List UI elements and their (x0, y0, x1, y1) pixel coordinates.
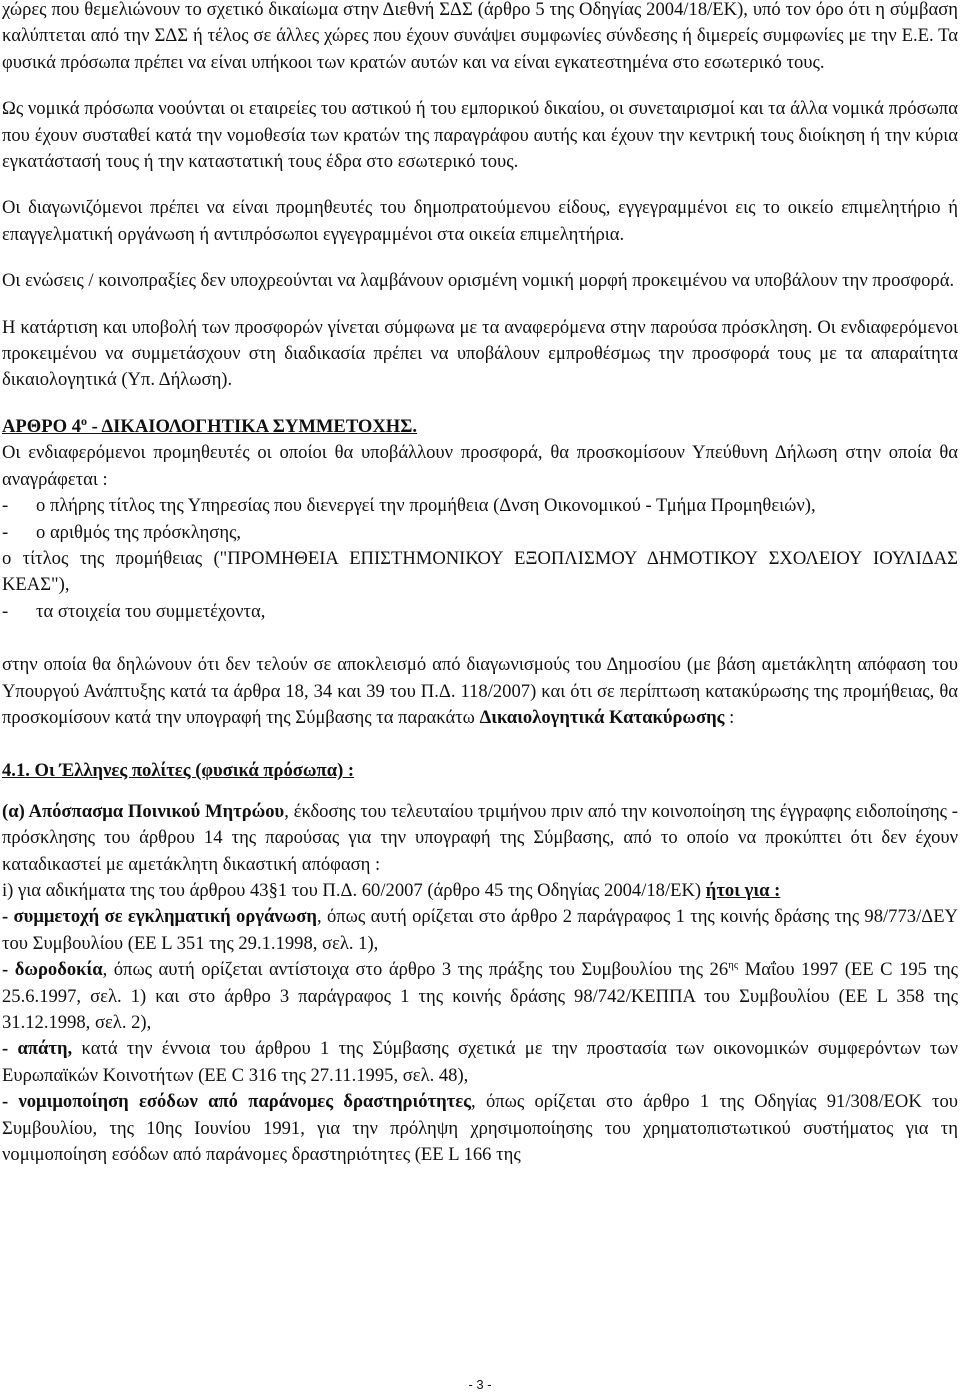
legal-persons-paragraph: Ως νομικά πρόσωπα νοούνται οι εταιρείες του αστικού ή του εμπορικού δικαίου, οι συνεταιρισμοί και τα άλλα νομικά πρόσωπα που έχουν συσταθεί κατά την νομοθεσία των κρατών της παραγράφου αυτής και έχουν την κεντρική τους διοίκηση ή την κύρια εγκατάστασή τους ή την καταστατική τους έδρα στο εσωτερικό τους. (2, 98, 958, 173)
offers-paragraph: Η κατάρτιση και υποβολή των προσφορών γίνεται σύμφωνα με τα αναφερόμενα στην παρούσα πρόσκληση. Οι ενδιαφερόμενοι προκειμένου να συμμετάσχουν στη διαδικασία πρέπει να υποβάλουν εμπροθέσμως την προσφορά τους με τα απαραίτητα δικαιολογητικά (Υπ. Δήλωση). (2, 316, 958, 391)
participants-paragraph: Οι διαγωνιζόμενοι πρέπει να είναι προμηθευτές του δημοπρατούμενου είδους, εγγεγραμμένοι εις το οικείο επιμελητήριο ή επαγγελματική οργάνωση ή αντιπρόσωποι εγγεγραμμένοι στα οικεία επιμελητήρια. (2, 197, 958, 245)
dash-mark: - (2, 521, 9, 543)
declaration-item-4: - τα στοιχεία του συμμετέχοντα, (2, 599, 958, 625)
declaration-item-3: ο τίτλος της προμήθειας ("ΠΡΟΜΗΘΕΙΑ ΕΠΙΣΤΗΜΟΝΙΚΟΥ ΕΞΟΠΛΙΣΜΟΥ ΔΗΜΟΤΙΚΟΥ ΣΧΟΛΕΙΟΥ ΙΟΥΛΙΔΑΣ ΚΕΑΣ"), (2, 547, 958, 596)
offences-intro: i) για αδικήματα της του άρθρου 43§1 του Π.Δ. 60/2007 (άρθρο 45 της Οδηγίας 2004/18/ΕΚ) ήτοι για : (2, 879, 781, 901)
offence-bribery: - δωροδοκία, όπως αυτή ορίζεται αντίστοιχα στο άρθρο 3 της πράξης του Συμβουλίου της $26^{\eta\varsigma}$ Μαΐου 1997 (ΕΕ C 195 της 25.6.1997, σελ. 1) και στο άρθρο 3 παράγραφος 1 της κοινής δράσης 98/742/ΚΕΠΠΑ του Συμβουλίου (ΕΕ L 358 της 31.12.1998, σελ. 2), (2, 959, 958, 1033)
declaration-item-1: - ο πλήρης τίτλος της Υπηρεσίας που διενεργεί την προμήθεια (Δνση Οικονομικού - Τμήμα Προμηθειών), (2, 493, 958, 519)
declaration-paragraph: στην οποία θα δηλώνουν ότι δεν τελούν σε αποκλεισμό από διαγωνισμούς του Δημοσίου (με βάση αμετάκλητη απόφαση του Υπουργού Ανάπτυξης κατά τα άρθρα 18, 34 και 39 του Π.Δ. 118/2007) και ότι σε περίπτωση κατακύρωσης της προμήθειας, θα προσκομίσουν κατά την υπογραφή της Σύμβασης τα παρακάτω Δικαιολογητικά Κατακύρωσης : (2, 654, 958, 728)
offence-fraud: - απάτη, κατά την έννοια του άρθρου 1 της Σύμβασης σχετικά με την προστασία των οικονομικών συμφερόντων των Ευρωπαϊκών Κοινοτήτων (ΕΕ C 316 της 27.11.1995, σελ. 48), (2, 1038, 958, 1086)
article-4-heading: ΑΡΘΡΟ $4^o$ - ΔΙΚΑΙΟΛΟΓΗΤΙΚΑ ΣΥΜΜΕΤΟΧΗΣ. (2, 413, 418, 437)
intro-paragraph: χώρες που θεμελιώνουν το σχετικό δικαίωμα στην Διεθνή ΣΔΣ (άρθρο 5 της Οδηγίας 2004/18/ΕΚ), υπό τον όρο ότι η σύμβαση καλύπτεται από την ΣΔΣ ή τέλος σε άλλες χώρες που έχουν συνάψει συμφωνίες σύνδεσης ή διμερείς συμφωνίες με την Ε.Ε. Τα φυσικά πρόσωπα πρέπει να είναι υπήκοοι των κρατών αυτών και να είναι εγκατεστημένα στο εσωτερικό τους. (2, 0, 958, 73)
offence-criminal-organisation: - συμμετοχή σε εγκληματική οργάνωση, όπως αυτή ορίζεται στο άρθρο 2 παράγραφος 1 της κοινής δράσης της 98/773/ΔΕΥ του Συμβουλίου (ΕΕ L 351 της 29.1.1998, σελ. 1), (2, 906, 958, 954)
declaration-item-2: - ο αριθμός της πρόσκλησης, (2, 520, 958, 546)
unions-paragraph: Οι ενώσεις / κοινοπραξίες δεν υποχρεούνται να λαμβάνουν ορισμένη νομική μορφή προκειμένου να υποβάλουν την προσφορά. (2, 270, 955, 292)
article-4-intro: Οι ενδιαφερόμενοι προμηθευτές οι οποίοι θα υποβάλλουν προσφορά, θα προσκομίσουν Υπεύθυνη Δήλωση στην οποία θα αναγράφεται : (2, 442, 958, 490)
dash-mark: - (2, 495, 9, 517)
offence-money-laundering: - νομιμοποίηση εσόδων από παράνομες δραστηριότητες, όπως ορίζεται στο άρθρο 1 της Οδηγίας 91/308/ΕΟΚ του Συμβουλίου, της 10ης Ιουνίου 1991, για την πρόληψη χρησιμοποίησης του χρηματοπιστωτικού συστήματος για τη νομιμοποίηση εσόδων από παράνομες δραστηριότητες (ΕΕ L 166 της (2, 1091, 958, 1166)
dash-mark: - (2, 600, 9, 622)
criminal-record-paragraph: (α) Απόσπασμα Ποινικού Μητρώου, έκδοσης του τελευταίου τριμήνου πριν από την κοινοποίηση της έγγραφης ειδοποίησης - πρόσκλησης του άρθρου 14 της παρούσας για την υπογραφή της Σύμβασης, από το οποίο να προκύπτει ότι δεν έχουν καταδικαστεί με αμετάκλητη δικαστική απόφαση : (2, 800, 959, 875)
page-number: - 3 - (468, 1377, 492, 1392)
section-4-1-heading: 4.1. Οι Έλληνες πολίτες (φυσικά πρόσωπα) : (2, 760, 355, 782)
